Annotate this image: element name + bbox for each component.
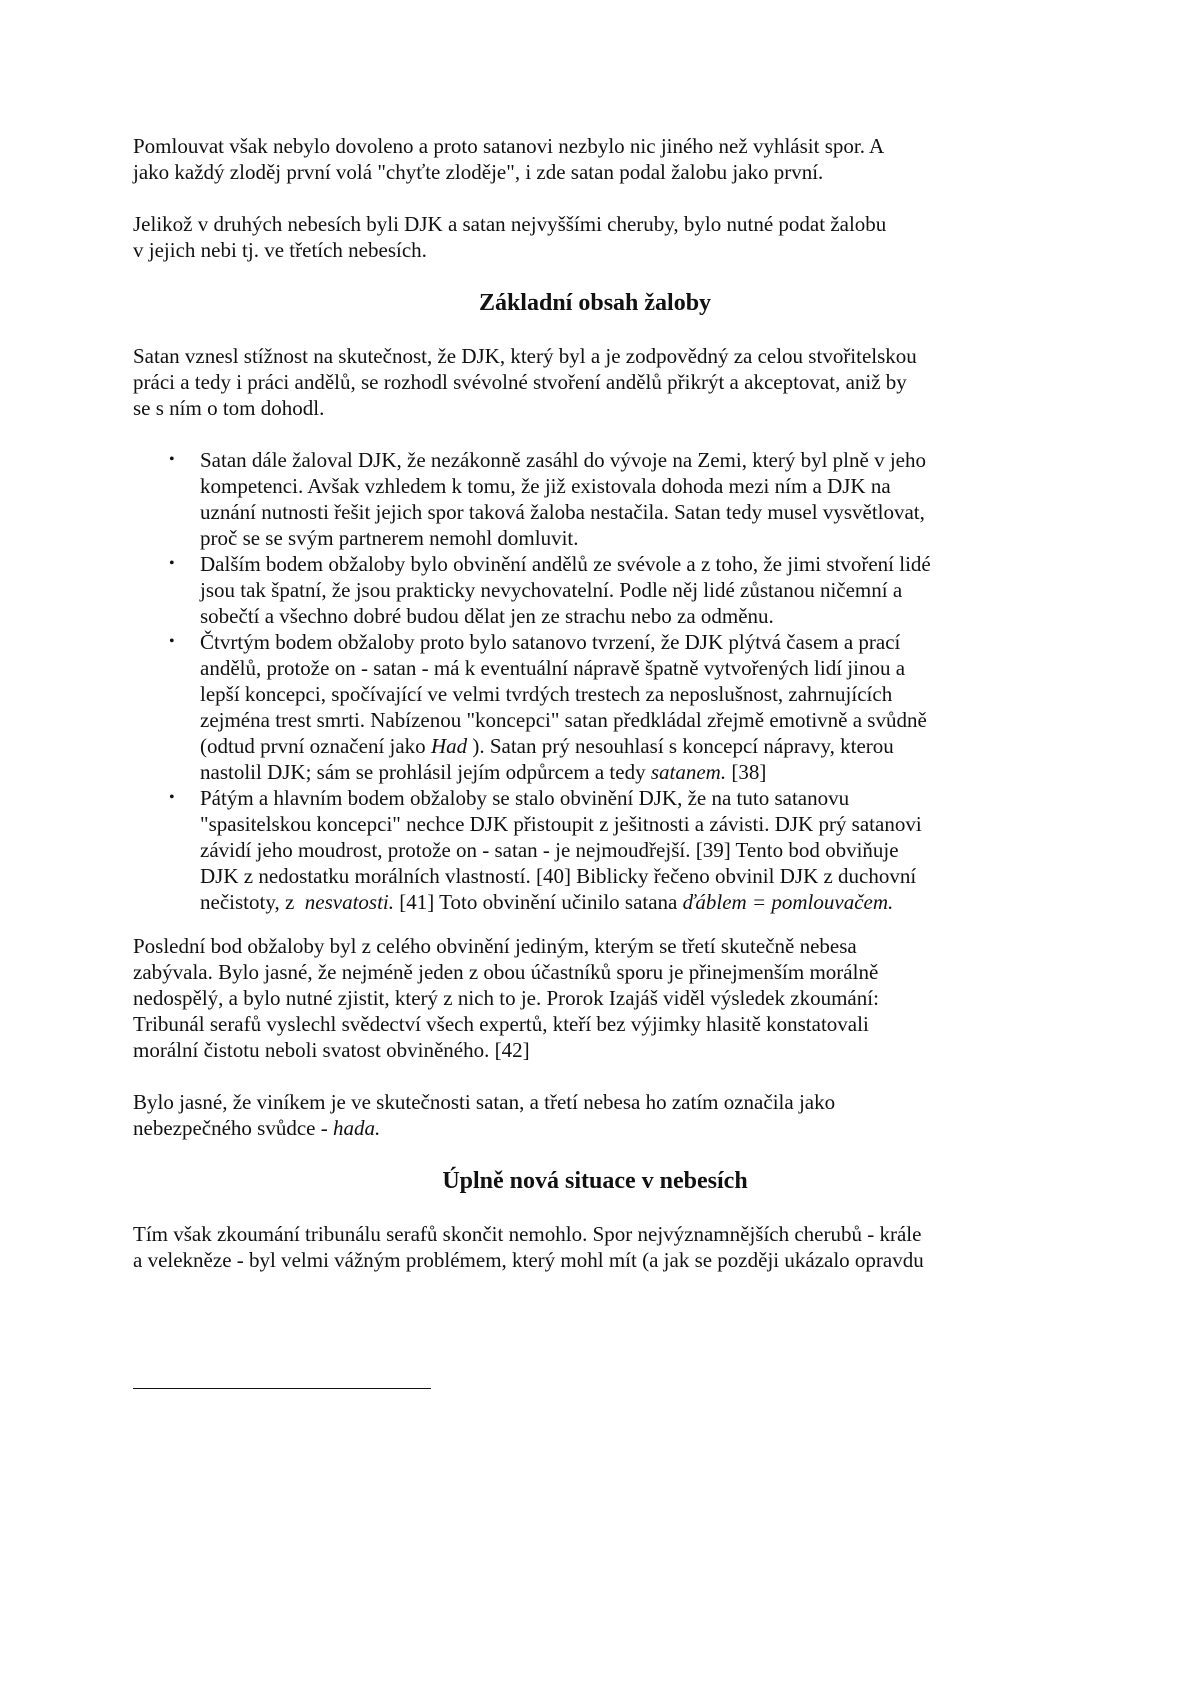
text-line: se s ním o tom dohodl. — [133, 396, 325, 420]
paragraph-tribunal — [133, 1221, 924, 1273]
text-line — [200, 733, 931, 759]
paragraph-stiznost — [133, 343, 917, 421]
text-line: zabývala. Bylo jasné, že nejméně jeden z obou účastníků sporu je přinejmenším morálně — [133, 960, 879, 984]
paragraph-posledni-bod — [133, 933, 879, 1063]
text-line: kompetenci. Avšak vzhledem k tomu, že již existovala dohoda mezi ním a DJK na — [200, 474, 891, 498]
paragraph-treti-nebesa — [133, 211, 886, 263]
text-run: [41] Toto obvinění učinilo satana — [394, 890, 683, 914]
bullet-icon: • — [169, 555, 175, 572]
italic-term-nesvatosti: nesvatosti. — [304, 890, 395, 914]
section-heading-zakladni-obsah: Základní obsah žaloby — [478, 290, 712, 316]
text-line: Bylo jasné, že viníkem je ve skutečnosti satan, a třetí nebesa ho zatím označila jako — [133, 1090, 836, 1114]
text-run: (odtud první označení jako — [200, 734, 431, 758]
text-run: nastolil DJK; sám se prohlásil jejím odpůrcem a tedy — [200, 760, 651, 784]
text-line: Pátým a hlavním bodem obžaloby se stalo obvinění DJK, že na tuto satanovu — [200, 786, 850, 810]
text-line: zejména trest smrti. Nabízenou "koncepci" satan předkládal zřejmě emotivně a svůdně — [200, 708, 927, 732]
text-line: DJK z nedostatku morálních vlastností. [40] Biblicky řečeno obvinil DJK z duchovní — [200, 864, 917, 888]
text-line: Jelikož v druhých nebesích byli DJK a satan nejvyššími cheruby, bylo nutné podat žalobu — [133, 212, 887, 236]
text-line: práci a tedy i práci andělů, se rozhodl svévolné stvoření andělů přikrýt a akceptovat, aniž by — [133, 370, 907, 394]
list-item — [133, 447, 931, 551]
text-line: v jejich nebi tj. ve třetích nebesích. — [133, 238, 427, 262]
italic-term-had: Had — [430, 734, 468, 758]
list-item — [133, 785, 931, 915]
text-line: andělů, protože on - satan - má k eventuální nápravě špatně vytvořených lidí jinou a — [200, 656, 906, 680]
italic-term-satanem: satanem. — [650, 760, 727, 784]
list-item — [133, 629, 931, 785]
text-line — [133, 1115, 835, 1141]
paragraph-spor — [133, 133, 884, 185]
text-line: Tribunál serafů vyslechl svědectví všech expertů, kteří bez výjimky hlasitě konstatovali — [133, 1012, 869, 1036]
text-line: proč se se svým partnerem nemohl domluvit. — [200, 526, 579, 550]
text-line: Poslední bod obžaloby byl z celého obvinění jediným, kterým se třetí skutečně nebesa — [133, 934, 857, 958]
section-heading-nova-situace: Úplně nová situace v nebesích — [442, 1168, 748, 1194]
bullet-icon: • — [169, 633, 175, 650]
text-line: jsou tak špatní, že jsou prakticky nevychovatelní. Podle něj lidé zůstanou ničemní a — [200, 578, 903, 602]
italic-term-hada: hada. — [332, 1116, 381, 1140]
text-line: závidí jeho moudrost, protože on - satan - je nejmoudřejší. [39] Tento bod obviňuje — [200, 838, 899, 862]
italic-term-dablem: ďáblem = pomlouvačem. — [682, 890, 894, 914]
text-line: Satan dále žaloval DJK, že nezákonně zasáhl do vývoje na Zemi, který byl plně v jeho — [200, 448, 926, 472]
text-line: "spasitelskou koncepci" nechce DJK přistoupit z ješitnosti a závisti. DJK prý satanovi — [200, 812, 922, 836]
text-line: a velekněze - byl velmi vážným problémem, který mohl mít (a jak se později ukázalo opravdu — [133, 1248, 924, 1272]
bullet-icon: • — [169, 789, 175, 806]
text-line: lepší koncepci, spočívající ve velmi tvrdých trestech za neposlušnost, zahrnujících — [200, 682, 893, 706]
text-line: morální čistotu neboli svatost obviněného. [42] — [133, 1038, 530, 1062]
text-line: sobečtí a všechno dobré budou dělat jen ze strachu nebo za odměnu. — [200, 604, 774, 628]
text-line: Satan vznesl stížnost na skutečnost, že DJK, který byl a je zodpovědný za celou stvořitelskou — [133, 344, 917, 368]
list-item — [133, 551, 931, 629]
paragraph-vinik — [133, 1089, 835, 1141]
text-run: nečistoty, z — [200, 890, 305, 914]
text-line: Tím však zkoumání tribunálu serafů skončit nemohlo. Spor nejvýznamnějších cherubů - krále — [133, 1222, 922, 1246]
text-line: uznání nutnosti řešit jejich spor taková žaloba nestačila. Satan tedy musel vysvětlovat, — [200, 500, 925, 524]
text-line — [200, 889, 931, 915]
footnote-separator — [133, 1388, 431, 1389]
text-run: ). Satan prý nesouhlasí s koncepcí nápravy, kterou — [467, 734, 894, 758]
bullet-icon: • — [169, 451, 175, 468]
text-line: nedospělý, a bylo nutné zjistit, který z nich to je. Prorok Izajáš viděl výsledek zkoumání: — [133, 986, 879, 1010]
text-run: nebezpečného svůdce - — [133, 1116, 333, 1140]
accusation-list — [133, 447, 931, 915]
text-line: Pomlouvat však nebylo dovoleno a proto satanovi nezbylo nic jiného než vyhlásit spor. A — [133, 134, 885, 158]
text-run: [38] — [726, 760, 767, 784]
text-line — [200, 759, 931, 785]
text-line: Čtvrtým bodem obžaloby proto bylo satanovo tvrzení, že DJK plýtvá časem a prací — [200, 630, 901, 654]
text-line: jako každý zloděj první volá "chyťte zloděje", i zde satan podal žalobu jako první. — [133, 160, 824, 184]
text-line: Dalším bodem obžaloby bylo obvinění andělů ze svévole a z toho, že jimi stvoření lidé — [200, 552, 931, 576]
